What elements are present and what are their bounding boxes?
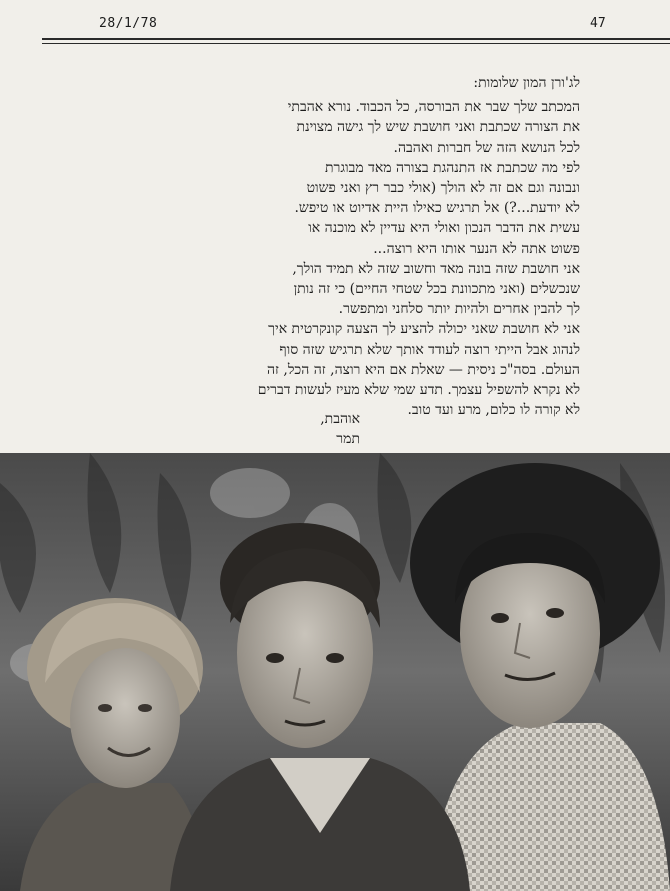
header-rule-thick — [42, 38, 670, 40]
letter-line: שנכשלים (ואני מתכוונת בכל שטחי החיים) כי זה נותן — [293, 281, 580, 298]
letter-line: לכל הנושא הזה של חברות ואהבה. — [393, 139, 580, 156]
letter-line: את הצורה שכתבת ואני חושבת שיש לך גישה מצוינת — [296, 119, 580, 136]
letter-line: ונבונה וגם אם זה לא הולך (אולי כבר רץ ואני פשוט — [306, 180, 580, 197]
letter-line: לא קורה לו כלום, מרע ועד טוב. — [407, 402, 580, 419]
letter-body — [80, 73, 580, 420]
letter-signoff — [300, 409, 360, 449]
page-header — [0, 0, 670, 48]
letter-closing: אוהבת, — [320, 411, 360, 427]
letter-greeting: לג'ורן המון שלומות: — [473, 75, 580, 91]
letter-line: לך להבין אחרים ולהיות יותר סלחני ומתפשר. — [338, 301, 580, 318]
letter-line: פשוט אתה לא הנער אותו היא רוצה... — [373, 240, 580, 257]
letter-line: אני חושבת שזה בונה מאד וחשוב שזה לא תמיד הולך, — [292, 260, 580, 277]
page-number: 47 — [590, 16, 606, 31]
letter-line: לנהוג אבל הייתי רוצה לעודד אותך שלא תרגיש שזה סוף — [279, 341, 580, 358]
letter-line: לא יודעת...?) אל תרגיש כאילו היית אדיוט או טיפש. — [294, 200, 580, 217]
issue-date: 28/1/78 — [99, 16, 158, 31]
letter-line: עשית את הדבר הנכון ואולי היא עדיין לא מוכנה או — [308, 220, 580, 237]
letter-line: העולם. בסה"כ ניסית — שאלת אם היא רוצה, זה הכל, זה — [266, 361, 580, 378]
letter-line: לפי מה שכתבת אז התנהגת בצורה מאד מבוגרת — [325, 159, 580, 176]
photo-illustration — [0, 453, 670, 891]
letter-line: המכתב שלך שבר את הבורסה, כל הכבוד. נורא אהבתי — [287, 99, 580, 116]
group-photo — [0, 453, 670, 891]
header-rule-thin — [42, 43, 670, 44]
letter-signature: תמר — [336, 431, 360, 447]
letter-line: לא נקרא להשפיל עצמך. תדע שמי שלא מעיז לעשות דברים — [257, 382, 580, 399]
letter-line: אני לא חושבת שאני יכולה להציע לך הצעה קונקרטית איך — [268, 321, 580, 338]
